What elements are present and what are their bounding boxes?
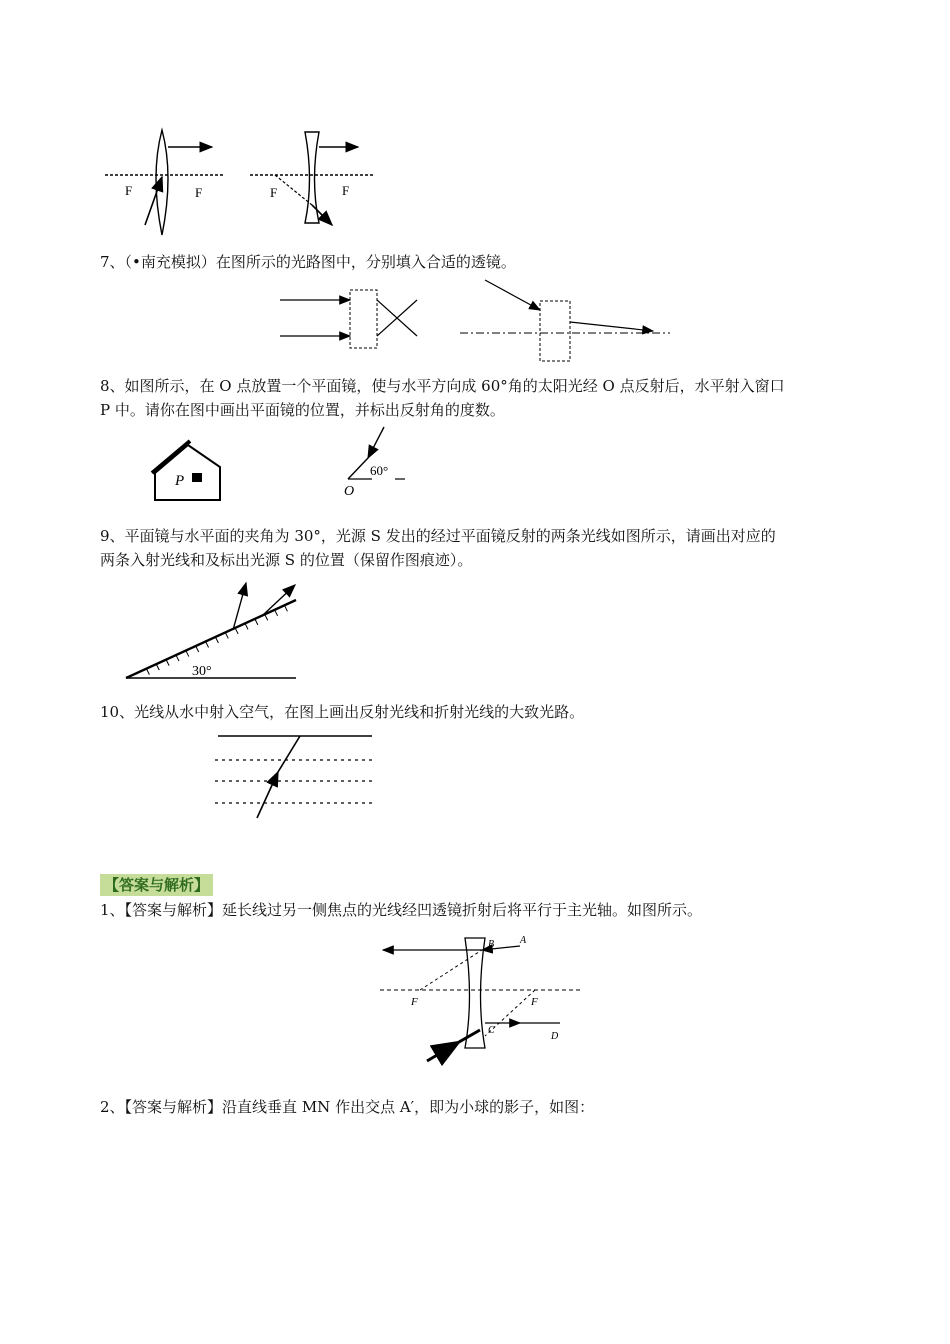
q9-label-angle: 30° [192,664,212,679]
mirror-hatch-mark [186,651,189,657]
q6-right-F2: F [342,183,350,198]
mirror-hatch-mark [245,623,248,629]
q8-figure [140,425,430,505]
q10-figure [200,726,410,821]
q9-line2: 两条入射光线和及标出光源 S 的位置（保留作图痕迹）。 [100,551,473,569]
a1-label-B: B [488,939,495,950]
q9-line1: 9、平面镜与水平面的夹角为 30°，光源 S 发出的经过平面镜反射的两条光线如图所示，请画出对应的 [100,527,776,545]
mirror-hatch-mark [265,614,268,620]
mirror-hatch-mark [225,632,228,638]
a2-text: 2、【答案与解析】沿直线垂直 MN 作出交点 A′，即为小球的影子，如图： [100,1098,595,1116]
q10-text: 10、光线从水中射入空气，在图上画出反射光线和折射光线的大致光路。 [100,703,585,721]
mirror-hatch-mark [206,641,209,647]
mirror-hatch-mark [176,655,179,661]
q8-label-P: P [175,473,185,489]
q8-label-angle: 60° [370,463,389,478]
q8-label-O: O [344,484,355,499]
q6-left-F1: F [125,183,133,198]
q7-text: 7、（•南充模拟）在图所示的光路图中，分别填入合适的透镜。 [100,253,516,271]
mirror-hatch-mark [255,619,258,625]
q9-figure [120,578,310,683]
a1-label-D: D [551,1031,559,1042]
mirror-hatch-mark [284,605,287,611]
mirror-hatch-mark [235,628,238,634]
q6-right-F1: F [270,185,278,200]
a1-label-C: C [488,1025,495,1036]
mirror-hatch-mark [196,646,199,652]
mirror-hatch-mark [156,664,159,670]
a1-label-A: A [520,935,527,946]
mirror-hatch-mark [146,669,149,675]
mirror-hatch-mark [166,660,169,666]
a1-text: 1、【答案与解析】延长线过另一侧焦点的光线经凹透镜折射后将平行于主光轴。如图所示。 [100,901,703,919]
a1-figure [375,928,585,1068]
q7-figure [275,278,675,368]
a1-label-F2: F [531,996,538,1008]
a1-label-F1: F [411,996,418,1008]
q8-line1: 8、如图所示，在 O 点放置一个平面镜，使与水平方向成 60°角的太阳光经 O 点反射后，水平射入窗口 [100,377,785,395]
q6-lens-figures [100,125,380,240]
q6-left-F2: F [195,185,203,200]
mirror-hatch-mark [215,637,218,643]
q8-line2: P 中。请你在图中画出平面镜的位置，并标出反射角的度数。 [100,401,505,419]
mirror-hatch-mark [275,610,278,616]
answers-header: 【答案与解析】 [100,874,213,896]
